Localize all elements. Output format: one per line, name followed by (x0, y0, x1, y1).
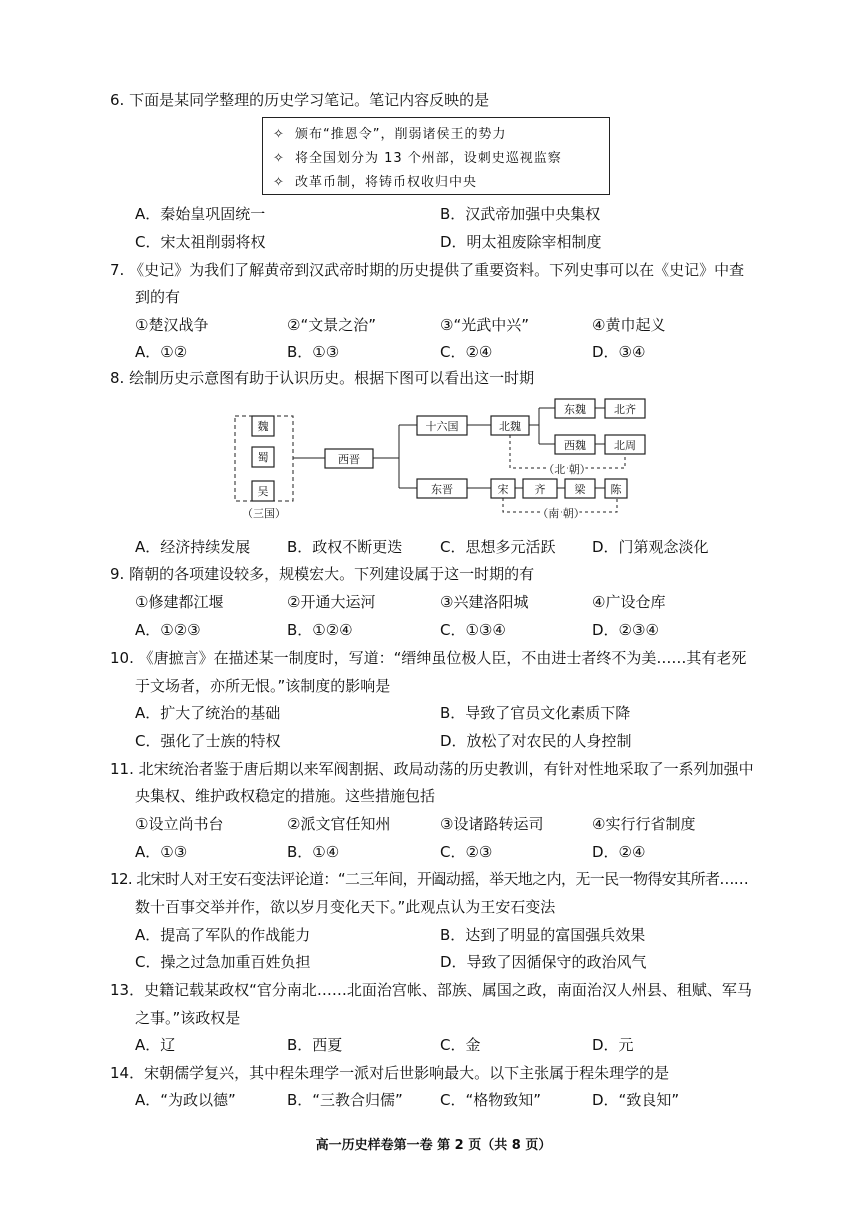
label-wu: 吴 (257, 485, 269, 498)
q12-option-d: D．导致了因循保守的政治风气 (440, 953, 647, 971)
q10-stem-line1: 10. 《唐摭言》在描述某一制度时，写道：“缙绅虽位极人臣，不由进士者终不为美……其有老死 (110, 649, 747, 667)
q7-option-d: D．③④ (592, 343, 646, 361)
q10-stem-line2: 于文场者，亦所无恨。”该制度的影响是 (135, 677, 391, 695)
q13-stem-line2: 之事。”该政权是 (135, 1009, 241, 1027)
diamond-bullet-icon: ✧ (273, 127, 285, 142)
label-beichao: （北 朝） (543, 463, 591, 476)
label-beizhou: 北周 (614, 439, 636, 452)
q10-option-c: C．强化了士族的特权 (135, 732, 281, 750)
q9-item-4: ④广设仓库 (592, 593, 666, 611)
dynasty-diagram (225, 388, 655, 523)
q9-option-c: C．①③④ (440, 621, 506, 639)
q9-item-3: ③兴建洛阳城 (440, 593, 529, 611)
q9-option-b: B．①②④ (287, 621, 353, 639)
label-xijin: 西晋 (338, 453, 360, 466)
label-dongjin: 东晋 (431, 483, 453, 496)
q11-item-3: ③设诸路转运司 (440, 815, 544, 833)
q6-option-a: A．秦始皇巩固统一 (135, 205, 266, 223)
q10-option-d: D．放松了对农民的人身控制 (440, 732, 632, 750)
q12-option-b: B．达到了明显的富国强兵效果 (440, 926, 646, 944)
q13-option-b: B．西夏 (287, 1036, 343, 1054)
q11-item-4: ④实行行省制度 (592, 815, 696, 833)
label-liang: 梁 (574, 483, 586, 496)
q11-item-1: ①设立尚书台 (135, 815, 224, 833)
q7-item-3: ③“光武中兴” (440, 316, 529, 334)
q11-stem-line2: 央集权、维护政权稳定的措施。这些措施包括 (135, 787, 436, 805)
q6-note-3: ✧ 改革币制，将铸币权收归中央 (273, 175, 478, 190)
q6-option-b: B．汉武帝加强中央集权 (440, 205, 601, 223)
q9-stem: 9. 隋朝的各项建设较多，规模宏大。下列建设属于这一时期的有 (110, 565, 535, 583)
q14-option-c: C．“格物致知” (440, 1091, 542, 1109)
q6-stem: 6. 下面是某同学整理的历史学习笔记。笔记内容反映的是 (110, 91, 490, 109)
q7-option-a: A．①② (135, 343, 188, 361)
q14-stem: 14．宋朝儒学复兴，其中程朱理学一派对后世影响最大。以下主张属于程朱理学的是 (110, 1064, 670, 1082)
q6-note-1: ✧ 颁布“推恩令”，削弱诸侯王的势力 (273, 127, 507, 142)
label-shiliuguo: 十六国 (425, 420, 459, 433)
q10-option-a: A．扩大了统治的基础 (135, 704, 281, 722)
q8-option-a: A．经济持续发展 (135, 538, 251, 556)
q8-option-c: C．思想多元活跃 (440, 538, 556, 556)
q11-item-2: ②派文官任知州 (287, 815, 391, 833)
q13-option-c: C．金 (440, 1036, 481, 1054)
q14-option-a: A．“为政以德” (135, 1091, 236, 1109)
q10-option-b: B．导致了官员文化素质下降 (440, 704, 631, 722)
label-qi: 齐 (534, 483, 546, 496)
label-shu: 蜀 (257, 451, 269, 464)
label-dongwei: 东魏 (564, 403, 586, 416)
diamond-bullet-icon: ✧ (273, 175, 285, 190)
diamond-bullet-icon: ✧ (273, 151, 285, 166)
label-chen: 陈 (610, 483, 622, 496)
q7-item-2: ②“文景之治” (287, 316, 376, 334)
q11-option-c: C．②③ (440, 843, 493, 861)
q11-stem-line1: 11. 北宋统治者鉴于唐后期以来军阀割据、政局动荡的历史教训，有针对性地采取了一系列加强中 (110, 760, 754, 778)
q6-option-d: D．明太祖废除宰相制度 (440, 233, 602, 251)
page-footer: 高一历史样卷第一卷 第 2 页（共 8 页） (315, 1138, 552, 1153)
label-beiwei: 北魏 (499, 420, 521, 433)
q9-option-a: A．①②③ (135, 621, 201, 639)
q13-option-a: A．辽 (135, 1036, 176, 1054)
q7-option-b: B．①③ (287, 343, 340, 361)
q12-option-c: C．操之过急加重百姓负担 (135, 953, 311, 971)
q12-stem-line1: 12. 北宋时人对王安石变法评论道：“二三年间，开阖动摇，举天地之内，无一民一物得安其所者…… (110, 870, 749, 888)
q6-note-2: ✧ 将全国划分为 13 个州部，设刺史巡视监察 (273, 151, 562, 166)
q12-option-a: A．提高了军队的作战能力 (135, 926, 311, 944)
q8-option-d: D．门第观念淡化 (592, 538, 709, 556)
q14-option-b: B．“三教合归儒” (287, 1091, 403, 1109)
q7-item-4: ④黄巾起义 (592, 316, 666, 334)
label-sanguo: （三国） (242, 507, 286, 520)
q12-stem-line2: 数十百事交举并作，欲以岁月变化天下。”此观点认为王安石变法 (135, 898, 556, 916)
label-song: 宋 (497, 483, 509, 496)
q7-option-c: C．②④ (440, 343, 493, 361)
q7-stem-line1: 7. 《史记》为我们了解黄帝到汉武帝时期的历史提供了重要资料。下列史事可以在《史记》中查 (110, 261, 745, 279)
q14-option-d: D．“致良知” (592, 1091, 680, 1109)
label-nanchao: （南 朝） (537, 507, 585, 520)
q6-option-c: C．宋太祖削弱将权 (135, 233, 266, 251)
q13-stem-line1: 13．史籍记载某政权“官分南北……北面治宫帐、部族、属国之政，南面治汉人州县、租赋、军马 (110, 981, 752, 999)
q8-stem: 8. 绘制历史示意图有助于认识历史。根据下图可以看出这一时期 (110, 369, 535, 387)
q11-option-b: B．①④ (287, 843, 340, 861)
q13-option-d: D．元 (592, 1036, 634, 1054)
label-xiwei: 西魏 (564, 439, 586, 452)
q7-item-1: ①楚汉战争 (135, 316, 209, 334)
q9-item-1: ①修建都江堰 (135, 593, 224, 611)
q11-option-a: A．①③ (135, 843, 188, 861)
q11-option-d: D．②④ (592, 843, 646, 861)
label-wei: 魏 (257, 420, 269, 433)
label-beiqi: 北齐 (614, 403, 636, 416)
q9-item-2: ②开通大运河 (287, 593, 376, 611)
q9-option-d: D．②③④ (592, 621, 659, 639)
q6-notes-box (262, 117, 610, 195)
q8-option-b: B．政权不断更迭 (287, 538, 403, 556)
q7-stem-line2: 到的有 (135, 288, 181, 306)
